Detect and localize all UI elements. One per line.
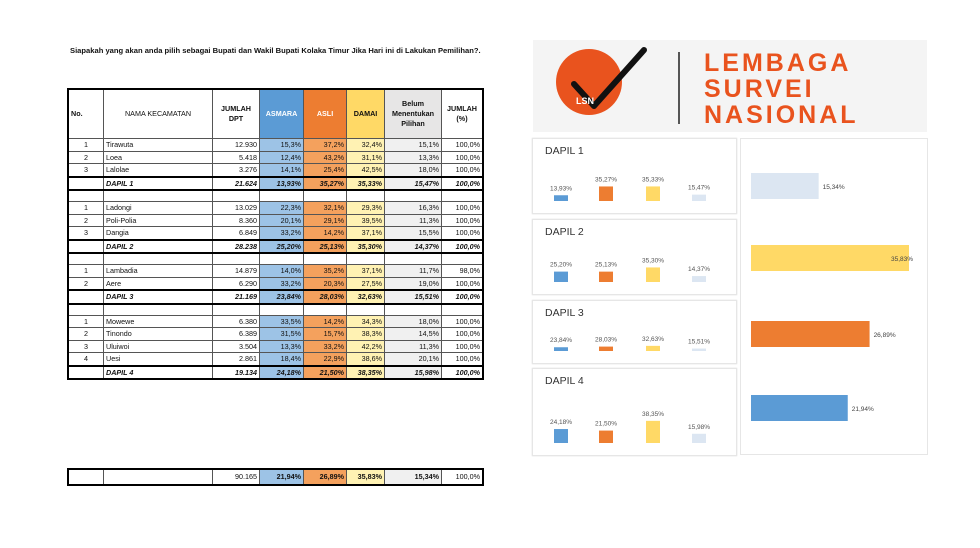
logo-line2: SURVEI: [704, 75, 815, 103]
total-chart: [740, 138, 928, 455]
row-kecamatan: Poli-Polia: [104, 214, 213, 227]
row-no: 1: [68, 315, 104, 328]
bar-asmara: [554, 429, 568, 443]
grand-dpt: 90.165: [213, 469, 260, 485]
total-damai: 35,33%: [347, 177, 385, 191]
total-asli: 35,27%: [304, 177, 347, 191]
bar-asli: [599, 272, 613, 282]
header-no: No.: [68, 89, 104, 139]
dapil2-chart: [532, 219, 737, 295]
header-asmara: ASMARA: [260, 89, 304, 139]
row-damai: 32,4%: [347, 139, 385, 152]
row-damai: 37,1%: [347, 265, 385, 278]
row-belum: 15,5%: [385, 227, 442, 240]
chart-title: DAPIL 4: [545, 375, 584, 387]
bar-asli: [599, 431, 613, 443]
table-row: [68, 214, 483, 227]
row-no: 2: [68, 328, 104, 341]
row-damai: 39,5%: [347, 214, 385, 227]
total-belum: 15,51%: [385, 290, 442, 304]
row-dpt: 6.389: [213, 328, 260, 341]
data-label: 25,13%: [594, 261, 618, 269]
total-asli: 25,13%: [304, 240, 347, 254]
data-label: 13,93%: [549, 185, 573, 193]
grand-damai: 35,83%: [347, 469, 385, 485]
header-damai: DAMAI: [347, 89, 385, 139]
row-belum: 20,1%: [385, 353, 442, 366]
table-row: [68, 328, 483, 341]
row-belum: 18,0%: [385, 315, 442, 328]
row-no: 2: [68, 151, 104, 164]
data-label: 15,47%: [687, 184, 711, 192]
spacer-row: [68, 190, 483, 202]
row-kecamatan: Tinondo: [104, 328, 213, 341]
row-dpt: 13.029: [213, 202, 260, 215]
row-dpt: 2.861: [213, 353, 260, 366]
table-row: [68, 202, 483, 215]
hbar-asli: [751, 321, 870, 347]
row-jumlah: 98,0%: [442, 265, 484, 278]
row-jumlah: 100,0%: [442, 340, 484, 353]
table-row: [68, 340, 483, 353]
total-asmara: 25,20%: [260, 240, 304, 254]
dapil-total-row: [68, 177, 483, 191]
total-name: DAPIL 4: [104, 366, 213, 380]
row-damai: 31,1%: [347, 151, 385, 164]
header-dpt: JUMLAH DPT: [213, 89, 260, 139]
data-label: 38,35%: [641, 410, 665, 418]
row-dpt: 14.879: [213, 265, 260, 278]
bar-asli: [599, 186, 613, 201]
total-dpt: 19.134: [213, 366, 260, 380]
data-label: 15,51%: [687, 338, 711, 346]
bar-belum-menentukan-pilihan: [692, 349, 706, 351]
row-asmara: 18,4%: [260, 353, 304, 366]
row-dpt: 6.290: [213, 277, 260, 290]
total-name: DAPIL 3: [104, 290, 213, 304]
bar-asmara: [554, 272, 568, 282]
dapil-total-row: [68, 366, 483, 380]
data-label: 23,84%: [549, 337, 573, 345]
row-asmara: 14,1%: [260, 164, 304, 177]
total-jumlah: 100,0%: [442, 366, 484, 380]
row-kecamatan: Aere: [104, 277, 213, 290]
data-label: 35,30%: [641, 257, 665, 265]
row-kecamatan: Dangia: [104, 227, 213, 240]
hbar-belum-menentukan-pilihan: [751, 173, 819, 199]
row-dpt: 8.360: [213, 214, 260, 227]
row-asmara: 14,0%: [260, 265, 304, 278]
data-label: 21,94%: [851, 406, 874, 413]
row-kecamatan: Tirawuta: [104, 139, 213, 152]
row-damai: 29,3%: [347, 202, 385, 215]
row-asli: 14,2%: [304, 227, 347, 240]
total-asli: 21,50%: [304, 366, 347, 380]
checkmark-icon: [560, 44, 650, 114]
results-table: [67, 88, 484, 380]
total-asmara: 24,18%: [260, 366, 304, 380]
table-row: [68, 315, 483, 328]
dapil4-chart: [532, 368, 737, 456]
total-jumlah: 100,0%: [442, 240, 484, 254]
header-kecamatan: NAMA KECAMATAN: [104, 89, 213, 139]
table-row: [68, 277, 483, 290]
logo-line3: NASIONAL: [704, 101, 859, 129]
total-dpt: 21.169: [213, 290, 260, 304]
row-jumlah: 100,0%: [442, 139, 484, 152]
total-dpt: 28.238: [213, 240, 260, 254]
table-row: [68, 227, 483, 240]
row-damai: 37,1%: [347, 227, 385, 240]
data-label: 32,63%: [641, 335, 665, 343]
row-no: 3: [68, 340, 104, 353]
row-no: 1: [68, 265, 104, 278]
row-no: 2: [68, 214, 104, 227]
row-asmara: 31,5%: [260, 328, 304, 341]
row-asmara: 33,2%: [260, 227, 304, 240]
grand-total-table: [67, 468, 484, 486]
data-label: 35,27%: [594, 176, 618, 184]
bar-damai: [646, 421, 660, 443]
row-jumlah: 100,0%: [442, 151, 484, 164]
row-jumlah: 100,0%: [442, 315, 484, 328]
row-asmara: 15,3%: [260, 139, 304, 152]
row-asmara: 33,5%: [260, 315, 304, 328]
hbar-asmara: [751, 395, 848, 421]
data-label: 26,89%: [873, 332, 896, 339]
row-belum: 11,3%: [385, 214, 442, 227]
survey-question: Siapakah yang akan anda pilih sebagai Bupati dan Wakil Bupati Kolaka Timur Jika Hari ini di Lakukan Pemilihan?.: [70, 46, 481, 55]
row-belum: 18,0%: [385, 164, 442, 177]
row-kecamatan: Lambadia: [104, 265, 213, 278]
total-belum: 14,37%: [385, 240, 442, 254]
row-belum: 15,1%: [385, 139, 442, 152]
row-no: 4: [68, 353, 104, 366]
row-kecamatan: Ladongi: [104, 202, 213, 215]
row-asli: 43,2%: [304, 151, 347, 164]
row-asli: 29,1%: [304, 214, 347, 227]
row-asli: 20,3%: [304, 277, 347, 290]
bar-belum-menentukan-pilihan: [692, 434, 706, 443]
total-jumlah: 100,0%: [442, 290, 484, 304]
logo-divider: [678, 52, 680, 124]
row-dpt: 3.276: [213, 164, 260, 177]
dapil3-chart: [532, 300, 737, 364]
total-asmara: 13,93%: [260, 177, 304, 191]
total-damai: 32,63%: [347, 290, 385, 304]
logo-line1: LEMBAGA: [704, 49, 852, 77]
bar-damai: [646, 186, 660, 201]
logo-abbr: LSN: [576, 96, 594, 106]
chart-title: DAPIL 2: [545, 226, 584, 238]
spacer-row: [68, 253, 483, 265]
total-jumlah: 100,0%: [442, 177, 484, 191]
row-kecamatan: Uesi: [104, 353, 213, 366]
row-asli: 15,7%: [304, 328, 347, 341]
row-damai: 34,3%: [347, 315, 385, 328]
row-asli: 14,2%: [304, 315, 347, 328]
data-label: 25,20%: [549, 261, 573, 269]
row-damai: 38,3%: [347, 328, 385, 341]
row-kecamatan: Mowewe: [104, 315, 213, 328]
grand-asmara: 21,94%: [260, 469, 304, 485]
chart-title: DAPIL 3: [545, 307, 584, 319]
row-asmara: 22,3%: [260, 202, 304, 215]
data-label: 35,83%: [891, 256, 914, 263]
row-no: 3: [68, 227, 104, 240]
data-label: 24,18%: [549, 419, 573, 427]
data-label: 15,34%: [822, 184, 845, 191]
grand-jumlah: 100,0%: [442, 469, 484, 485]
header-belum: Belum Menentukan Pilihan: [385, 89, 442, 139]
dapil-total-row: [68, 290, 483, 304]
row-asmara: 12,4%: [260, 151, 304, 164]
table-row: [68, 139, 483, 152]
row-dpt: 3.504: [213, 340, 260, 353]
row-kecamatan: Uluiwoi: [104, 340, 213, 353]
row-damai: 27,5%: [347, 277, 385, 290]
grand-belum: 15,34%: [385, 469, 442, 485]
data-label: 35,33%: [641, 176, 665, 184]
data-label: 21,50%: [594, 420, 618, 428]
row-asli: 25,4%: [304, 164, 347, 177]
row-jumlah: 100,0%: [442, 227, 484, 240]
row-kecamatan: Loea: [104, 151, 213, 164]
row-asmara: 33,2%: [260, 277, 304, 290]
row-belum: 16,3%: [385, 202, 442, 215]
row-jumlah: 100,0%: [442, 328, 484, 341]
row-asli: 37,2%: [304, 139, 347, 152]
spacer-row: [68, 304, 483, 316]
chart-title: DAPIL 1: [545, 145, 584, 157]
bar-belum-menentukan-pilihan: [692, 276, 706, 282]
bar-asmara: [554, 195, 568, 201]
total-belum: 15,98%: [385, 366, 442, 380]
row-jumlah: 100,0%: [442, 214, 484, 227]
row-dpt: 5.418: [213, 151, 260, 164]
total-asli: 28,03%: [304, 290, 347, 304]
row-jumlah: 100,0%: [442, 202, 484, 215]
data-label: 28,03%: [594, 336, 618, 344]
bar-damai: [646, 346, 660, 351]
header-jumlah: JUMLAH (%): [442, 89, 484, 139]
row-damai: 42,2%: [347, 340, 385, 353]
data-label: 15,98%: [687, 423, 711, 431]
row-dpt: 6.380: [213, 315, 260, 328]
row-damai: 38,6%: [347, 353, 385, 366]
row-kecamatan: Lalolae: [104, 164, 213, 177]
table-row: [68, 353, 483, 366]
row-asmara: 20,1%: [260, 214, 304, 227]
bar-belum-menentukan-pilihan: [692, 195, 706, 201]
bar-asli: [599, 347, 613, 351]
dapil-total-row: [68, 240, 483, 254]
row-jumlah: 100,0%: [442, 353, 484, 366]
row-no: 2: [68, 277, 104, 290]
table-row: [68, 265, 483, 278]
row-belum: 11,7%: [385, 265, 442, 278]
total-name: DAPIL 2: [104, 240, 213, 254]
row-dpt: 6.849: [213, 227, 260, 240]
dapil1-chart: [532, 138, 737, 214]
total-dpt: 21.624: [213, 177, 260, 191]
row-asli: 35,2%: [304, 265, 347, 278]
header-asli: ASLI: [304, 89, 347, 139]
row-no: 1: [68, 139, 104, 152]
bar-asmara: [554, 347, 568, 351]
row-jumlah: 100,0%: [442, 277, 484, 290]
total-asmara: 23,84%: [260, 290, 304, 304]
table-row: [68, 151, 483, 164]
total-name: DAPIL 1: [104, 177, 213, 191]
bar-damai: [646, 267, 660, 282]
total-damai: 38,35%: [347, 366, 385, 380]
row-dpt: 12.930: [213, 139, 260, 152]
row-asli: 33,2%: [304, 340, 347, 353]
row-asli: 32,1%: [304, 202, 347, 215]
total-belum: 15,47%: [385, 177, 442, 191]
row-belum: 11,3%: [385, 340, 442, 353]
total-damai: 35,30%: [347, 240, 385, 254]
table-row: [68, 164, 483, 177]
row-belum: 14,5%: [385, 328, 442, 341]
data-label: 14,37%: [687, 266, 711, 274]
row-damai: 42,5%: [347, 164, 385, 177]
row-no: 1: [68, 202, 104, 215]
row-belum: 13,3%: [385, 151, 442, 164]
row-asli: 22,9%: [304, 353, 347, 366]
hbar-damai: [751, 245, 909, 271]
grand-asli: 26,89%: [304, 469, 347, 485]
row-belum: 19,0%: [385, 277, 442, 290]
row-asmara: 13,3%: [260, 340, 304, 353]
row-no: 3: [68, 164, 104, 177]
row-jumlah: 100,0%: [442, 164, 484, 177]
